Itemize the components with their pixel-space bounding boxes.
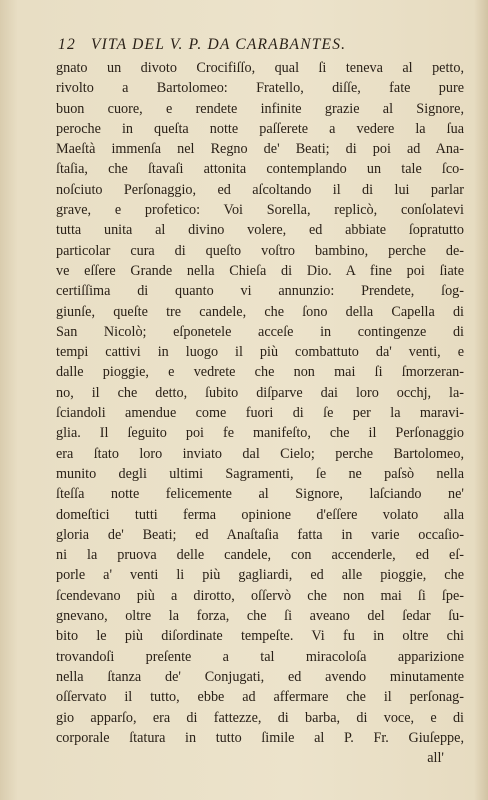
text-line: ſtaſia, che ſtavaſi attonita contemplando un tale ſco-	[56, 161, 464, 178]
text-line: rivolto a Bartolomeo: Fratello, diſſe, fate pure	[56, 80, 464, 97]
text-line: gloria de' Beati; ed Anaſtaſia fatta in varie occaſio-	[56, 526, 464, 543]
page-number: 12	[58, 36, 76, 53]
text-line: nella ſtanza de' Conjugati, ed avendo minutamente	[56, 668, 464, 685]
text-line: trovandoſi preſente a tal miracoloſa apparizione	[56, 648, 464, 665]
text-line: gnato un divoto Crocifiſſo, qual ſi teneva al petto,	[56, 60, 464, 76]
text-line: ſcendevano più a dirotto, oſſervò che non mai ſi ſpe-	[56, 587, 464, 604]
text-line: giunſe, queſte tre candele, che ſono della Capella di	[56, 303, 464, 320]
text-line: era ſtato loro inviato dal Cielo; perche Bartolomeo,	[56, 445, 464, 462]
running-title: VITA DEL V. P. DA CARABANTES.	[90, 36, 347, 53]
running-header	[58, 36, 468, 54]
text-line: grave, e profetico: Voi Sorella, replicò, conſolatevi	[56, 202, 464, 219]
text-line: San Nicolò; eſponetele acceſe in contingenze di	[56, 323, 464, 340]
body-text	[56, 58, 464, 768]
text-line: ſciandoli amendue come fuori di ſe per la maravi-	[56, 405, 464, 422]
text-line: munito degli ultimi Sagramenti, ſe ne paſsò nella	[56, 465, 464, 482]
text-line: Maeſtà immenſa nel Regno de' Beati; di poi ad Ana-	[56, 141, 464, 158]
text-line: ſteſſa notte felicemente al Signore, laſciando ne'	[56, 486, 464, 503]
text-line: noſciuto Perſonaggio, ed aſcoltando il di lui parlar	[56, 181, 464, 198]
text-line: certiſſima di quanto vi annunzio: Prendete, ſog-	[56, 283, 464, 300]
text-line: oſſervato il tutto, ebbe ad affermare che il perſonag-	[56, 689, 464, 706]
text-line: domeſtici tutti ferma opinione d'eſſere volato alla	[56, 506, 464, 523]
text-line: tutta unita al divino volere, ed abbiate ſopratutto	[56, 222, 464, 239]
text-line: gio apparſo, era di fattezze, di barba, di voce, e di	[56, 709, 464, 726]
text-line: corporale ſtatura in tutto ſimile al P. Fr. Giuſeppe,	[56, 729, 464, 746]
text-line: ve eſſere Grande nella Chieſa di Dio. A fine poi ſiate	[56, 262, 464, 279]
text-line: bito le più diſordinate tempeſte. Vi fu in oltre chi	[56, 628, 464, 645]
text-line: tempi cattivi in luogo il più combattuto da' venti, e	[56, 344, 464, 361]
text-line: porle a' venti li più gagliardi, ed alle pioggie, che	[56, 567, 464, 584]
catchword: all'	[427, 750, 444, 767]
page-edge-shadow	[474, 0, 488, 800]
text-line: ni la pruova delle candele, con accenderle, ed eſ-	[56, 547, 464, 564]
text-line: glia. Il ſeguito poi fe manifeſto, che il Perſonaggio	[56, 425, 464, 442]
text-line: dalle pioggie, e vedrete che non mai ſi ſmorzeran-	[56, 364, 464, 381]
text-line: peroche in queſta notte paſſerete a vedere la ſua	[56, 120, 464, 137]
text-line: particolar cura di queſto voſtro bambino, perche de-	[56, 242, 464, 259]
text-line: gnevano, oltre la forza, che ſi aveano del ſedar ſu-	[56, 608, 464, 625]
text-line: buon cuore, e rendete infinite grazie al Signore,	[56, 100, 464, 117]
text-line: no, il che detto, ſubito diſparve dai loro occhj, la-	[56, 384, 464, 401]
